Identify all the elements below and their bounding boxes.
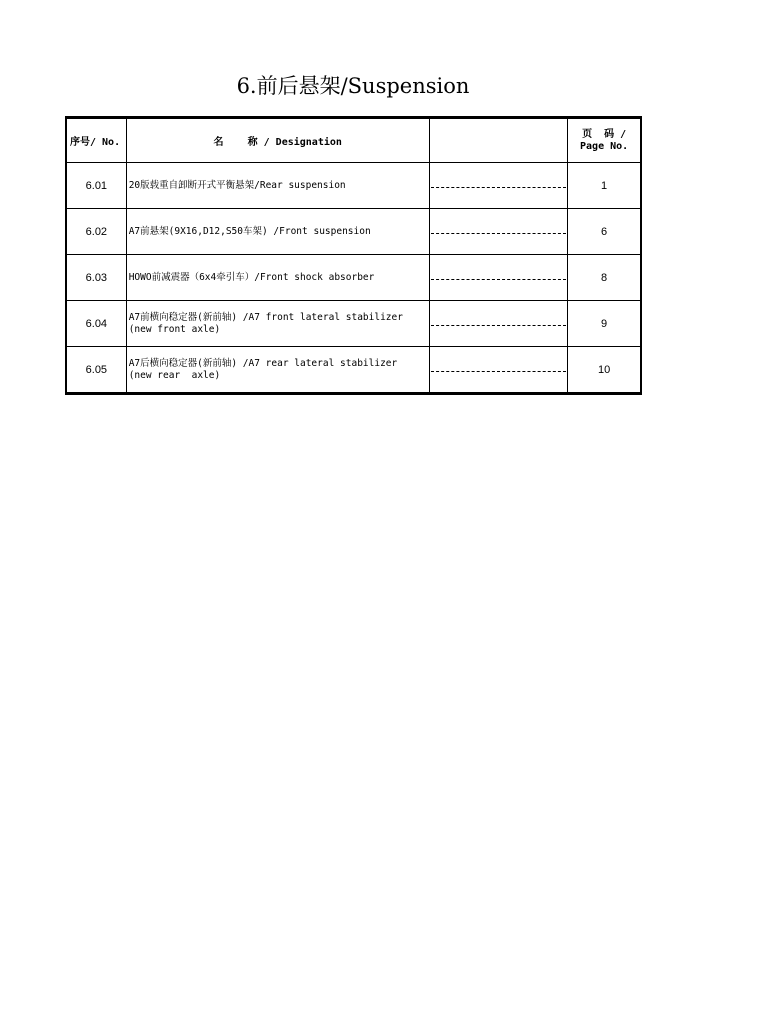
leader-line	[431, 371, 566, 372]
row-number: 6.02	[66, 209, 126, 255]
row-number: 6.01	[66, 163, 126, 209]
leader-line	[431, 233, 566, 234]
row-page-number: 9	[568, 301, 641, 347]
row-designation-line1: A7前悬架(9X16,D12,S50车架) /Front suspension	[128, 225, 371, 237]
row-leader-dots	[429, 209, 567, 255]
row-designation-line2: (new front axle)	[128, 323, 221, 335]
row-leader-dots	[429, 163, 567, 209]
contents-table	[65, 116, 642, 395]
header-no: 序号/ No.	[66, 118, 126, 163]
header-page-line2: Page No.	[580, 140, 629, 152]
leader-line	[431, 325, 566, 326]
header-blank	[429, 118, 567, 163]
row-number: 6.03	[66, 255, 126, 301]
row-page-number: 6	[568, 209, 641, 255]
row-designation-line1: A7前横向稳定器(新前轴) /A7 front lateral stabilizer	[128, 311, 403, 323]
row-designation[interactable]	[126, 301, 429, 347]
header-designation-label: 名 称 / Designation	[213, 137, 342, 148]
row-leader-dots	[429, 301, 567, 347]
table-row[interactable]	[66, 163, 641, 209]
row-page-number: 10	[568, 347, 641, 394]
row-designation[interactable]	[126, 209, 429, 255]
row-designation[interactable]	[126, 347, 429, 394]
row-designation[interactable]	[126, 163, 429, 209]
header-designation	[126, 118, 429, 163]
header-page	[568, 118, 641, 163]
row-page-number: 8	[568, 255, 641, 301]
row-designation[interactable]	[126, 255, 429, 301]
row-page-number: 1	[568, 163, 641, 209]
row-number: 6.05	[66, 347, 126, 394]
row-leader-dots	[429, 347, 567, 394]
leader-line	[431, 187, 566, 188]
table-row[interactable]	[66, 209, 641, 255]
row-number: 6.04	[66, 301, 126, 347]
table-header-row	[66, 118, 641, 163]
table-row[interactable]	[66, 301, 641, 347]
row-designation-line1: HOWO前减震器（6x4牵引车）/Front shock absorber	[128, 271, 375, 283]
row-designation-line1: 20版载重自卸断开式平衡悬架/Rear suspension	[128, 179, 346, 191]
table-row[interactable]	[66, 347, 641, 394]
row-leader-dots	[429, 255, 567, 301]
leader-line	[431, 279, 566, 280]
header-page-line1: 页 码 /	[582, 128, 627, 140]
table-row[interactable]	[66, 255, 641, 301]
row-designation-line1: A7后横向稳定器(新前轴) /A7 rear lateral stabilizer	[128, 357, 398, 369]
row-designation-line2: (new rear axle)	[128, 369, 221, 381]
page-title: 6.前后悬架/Suspension	[236, 74, 470, 98]
